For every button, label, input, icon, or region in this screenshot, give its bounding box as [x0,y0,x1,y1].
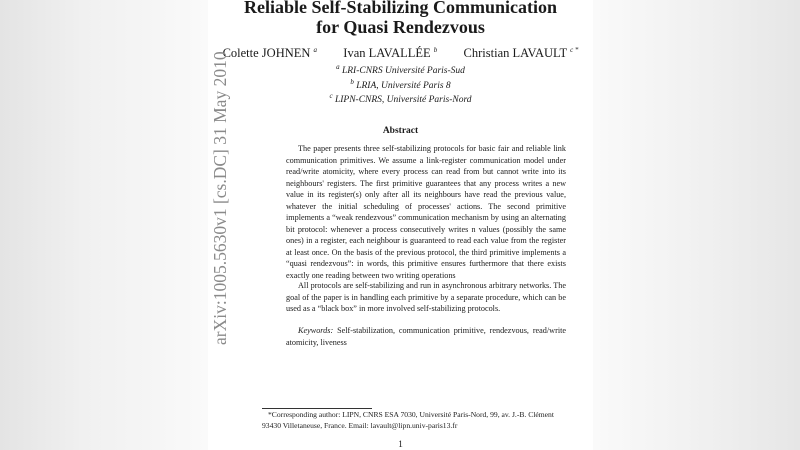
author-mark: a [313,46,318,54]
affiliation-mark: b [350,78,354,86]
footnote-line-1: *Corresponding author: LIPN, CNRS ESA 7030, Université Paris-Nord, 99, av. J.-B. Clément [268,410,554,419]
affiliation-text: LRIA, Université Paris 8 [356,81,451,92]
keywords-text: Self-stabilization, communication primitive, rendezvous, read/write atomicity, liveness [286,326,567,347]
footnote-line-2: 93430 Villetaneuse, France. Email: lavault@lipn.univ-paris13.fr [262,421,458,430]
page-number: 1 [398,440,403,450]
author-mark: c * [570,46,579,54]
keywords [286,325,566,348]
viewer-background-left [0,0,208,450]
arxiv-stamp: arXiv:1005.5630v1 [cs.DC] 31 May 2010 [210,51,230,345]
author-mark: b [433,46,438,54]
author-name: Ivan LAVALLÉE [343,46,431,61]
abstract-paragraph-1: The paper presents three self-stabilizing protocols for basic fair and reliable link communication primitives. We assume a link-register communication model under read/write atomicity, where every process can read from but cannot write into its neighbours' registers. The first primitive guarantees that any process writes a new value in its register(s) only after all its neighbours have read the previous value, whatever the initial scheduling of processes' actions. The second primitive implements a “weak rendezvous” communication mechanism by using an alternating bit protocol: whenever a process consecutively writes n values (possibly the same ones) in a register, each neighbour is guaranteed to read each value from the register at least once. On the basis of the previous protocol, the third primitive implements a “quasi rendezvous”: in words, this primitive ensures furthermore that there exists exactly one reading between two writing operations [286,144,566,280]
abstract-heading: Abstract [382,126,419,136]
author-name: Colette JOHNEN [222,46,311,61]
affiliation-text: LRI-CNRS Université Paris-Sud [341,66,465,77]
author-list [208,46,593,61]
abstract-paragraph-2: All protocols are self-stabilizing and run in asynchronous arbitrary networks. The goal of the paper is in handling each primitive by a separate procedure, which can be used as a “black box” in more involved self-stabilizing protocols. [286,281,566,313]
affiliation-text: LIPN-CNRS, Université Paris-Nord [334,95,472,106]
keywords-label: Keywords: [298,326,334,335]
paper-title-line1: Reliable Self-Stabilizing Communication [243,0,557,17]
author-name: Christian LAVAULT [463,46,567,61]
footnote [262,409,592,431]
affiliation [208,63,593,76]
paper-title-line2: for Quasi Rendezvous [316,17,485,37]
affiliation-mark: c [329,92,333,100]
paper-page [208,0,593,450]
affiliation-mark: a [336,63,340,71]
affiliation [208,92,593,105]
viewer-background-right [593,0,800,450]
affiliation [208,78,593,91]
